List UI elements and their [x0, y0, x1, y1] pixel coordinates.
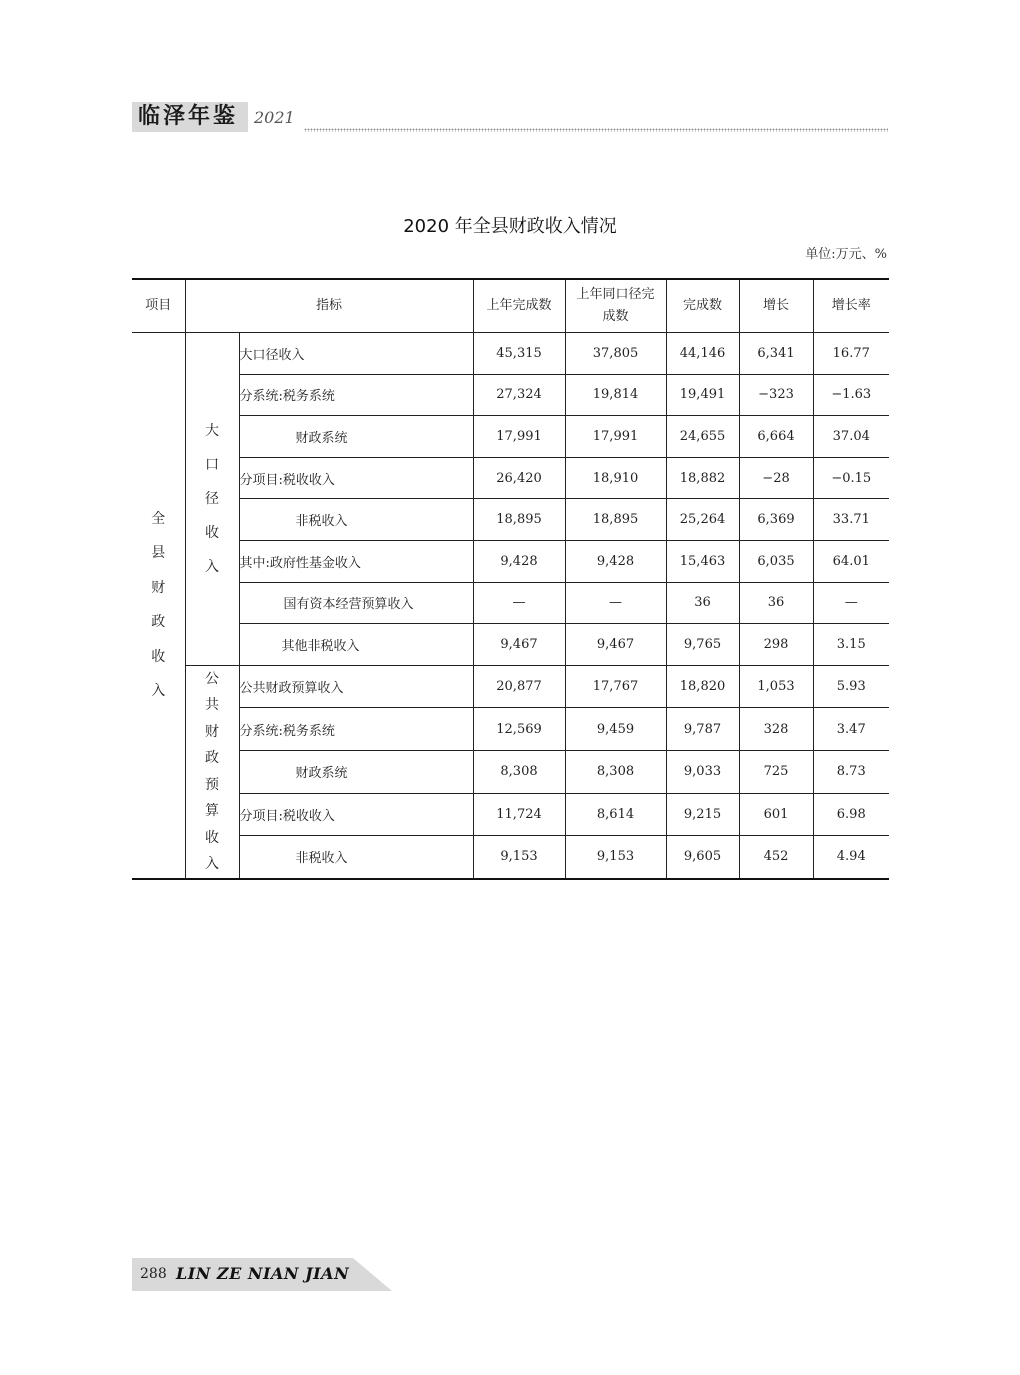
cell-done: 15,463: [666, 540, 739, 582]
col-header-indicator: 指标: [185, 279, 473, 333]
cell-growth-rate: 5.93: [813, 665, 889, 708]
cell-prev-done: 17,991: [473, 416, 565, 458]
cell-growth: 6,341: [739, 333, 813, 375]
cell-prev-same: 9,153: [565, 836, 666, 879]
cell-growth-rate: 8.73: [813, 750, 889, 793]
header-year: 2021: [254, 108, 295, 127]
table-header-row: [132, 279, 889, 333]
cell-done: 44,146: [666, 333, 739, 375]
cell-prev-same: —: [565, 582, 666, 624]
cell-growth: 6,369: [739, 499, 813, 541]
cell-done: 9,765: [666, 624, 739, 666]
cell-growth-rate: 4.94: [813, 836, 889, 879]
cell-prev-same: 19,814: [565, 374, 666, 416]
yearbook-logo: 临泽年鉴: [132, 102, 248, 132]
row-label: 财政系统: [239, 416, 473, 458]
table-row: [132, 416, 889, 458]
cell-growth-rate: 33.71: [813, 499, 889, 541]
cell-growth-rate: 16.77: [813, 333, 889, 375]
cell-growth-rate: 64.01: [813, 540, 889, 582]
cell-done: 18,820: [666, 665, 739, 708]
cell-growth: 6,664: [739, 416, 813, 458]
cell-prev-done: 9,467: [473, 624, 565, 666]
fiscal-revenue-table: [132, 278, 889, 880]
table-row: [132, 624, 889, 666]
cell-prev-same: 9,459: [565, 708, 666, 751]
cell-growth: 725: [739, 750, 813, 793]
row-label: 大口径收入: [239, 333, 473, 375]
cell-prev-same: 8,308: [565, 750, 666, 793]
cell-growth-rate: 6.98: [813, 793, 889, 836]
cell-prev-same: 9,467: [565, 624, 666, 666]
cell-prev-same: 18,910: [565, 457, 666, 499]
cell-growth: 298: [739, 624, 813, 666]
row-label: 分系统:税务系统: [239, 708, 473, 751]
cell-prev-done: 9,428: [473, 540, 565, 582]
row-label: 非税收入: [239, 836, 473, 879]
cell-prev-done: 11,724: [473, 793, 565, 836]
col-header-growth-rate: 增长率: [813, 279, 889, 333]
cell-prev-done: 18,895: [473, 499, 565, 541]
cell-growth: 1,053: [739, 665, 813, 708]
cell-done: 24,655: [666, 416, 739, 458]
cell-growth: 36: [739, 582, 813, 624]
group-broad: [185, 333, 239, 666]
cell-done: 9,605: [666, 836, 739, 879]
cell-prev-done: 8,308: [473, 750, 565, 793]
col-header-growth: 增长: [739, 279, 813, 333]
cell-done: 9,033: [666, 750, 739, 793]
cell-growth: 6,035: [739, 540, 813, 582]
col-header-item: 项目: [132, 279, 185, 333]
row-label: 国有资本经营预算收入: [239, 582, 473, 624]
row-label: 财政系统: [239, 750, 473, 793]
page-footer: [132, 1258, 392, 1291]
table-row: [132, 665, 889, 708]
table-row: [132, 793, 889, 836]
cell-growth: 328: [739, 708, 813, 751]
row-label: 分系统:税务系统: [239, 374, 473, 416]
row-label: 其中:政府性基金收入: [239, 540, 473, 582]
cell-done: 25,264: [666, 499, 739, 541]
table-row: [132, 333, 889, 375]
group-county: [132, 333, 185, 879]
cell-prev-same: 8,614: [565, 793, 666, 836]
table-title: 2020 年全县财政收入情况: [403, 216, 617, 237]
group-county-label: 全县财政收入: [151, 510, 166, 700]
cell-prev-done: 9,153: [473, 836, 565, 879]
cell-growth: −28: [739, 457, 813, 499]
cell-done: 9,215: [666, 793, 739, 836]
cell-prev-done: 26,420: [473, 457, 565, 499]
row-label: 非税收入: [239, 499, 473, 541]
group-public-label: 公共财政预算收入: [205, 670, 219, 873]
cell-growth: 601: [739, 793, 813, 836]
cell-done: 18,882: [666, 457, 739, 499]
cell-prev-done: 12,569: [473, 708, 565, 751]
table-row: [132, 708, 889, 751]
row-label: 分项目:税收收入: [239, 457, 473, 499]
cell-prev-same: 17,991: [565, 416, 666, 458]
table-row: [132, 582, 889, 624]
unit-note: 单位:万元、%: [805, 247, 887, 262]
cell-done: 19,491: [666, 374, 739, 416]
page-header: [132, 102, 888, 134]
cell-prev-same: 17,767: [565, 665, 666, 708]
cell-done: 36: [666, 582, 739, 624]
row-label: 分项目:税收收入: [239, 793, 473, 836]
header-dotted-rule: [304, 128, 888, 132]
cell-growth: 452: [739, 836, 813, 879]
cell-growth-rate: −1.63: [813, 374, 889, 416]
table-row: [132, 457, 889, 499]
cell-prev-done: —: [473, 582, 565, 624]
table-row: [132, 836, 889, 879]
table-row: [132, 540, 889, 582]
cell-prev-done: 45,315: [473, 333, 565, 375]
cell-growth-rate: 3.47: [813, 708, 889, 751]
group-public: [185, 665, 239, 879]
col-header-prev-done: 上年完成数: [473, 279, 565, 333]
cell-done: 9,787: [666, 708, 739, 751]
cell-growth-rate: −0.15: [813, 457, 889, 499]
cell-prev-same: 18,895: [565, 499, 666, 541]
row-label: 公共财政预算收入: [239, 665, 473, 708]
page-number: 288: [140, 1266, 167, 1282]
cell-prev-done: 20,877: [473, 665, 565, 708]
cell-growth-rate: 37.04: [813, 416, 889, 458]
cell-growth: −323: [739, 374, 813, 416]
footer-title: LIN ZE NIAN JIAN: [176, 1264, 350, 1283]
row-label: 其他非税收入: [239, 624, 473, 666]
group-broad-label: 大口径收入: [205, 422, 219, 575]
cell-growth-rate: 3.15: [813, 624, 889, 666]
cell-prev-same: 37,805: [565, 333, 666, 375]
cell-prev-done: 27,324: [473, 374, 565, 416]
table-row: [132, 750, 889, 793]
table-row: [132, 499, 889, 541]
cell-growth-rate: —: [813, 582, 889, 624]
col-header-prev-same: 上年同口径完成数: [565, 279, 666, 333]
col-header-done: 完成数: [666, 279, 739, 333]
cell-prev-same: 9,428: [565, 540, 666, 582]
table-row: [132, 374, 889, 416]
